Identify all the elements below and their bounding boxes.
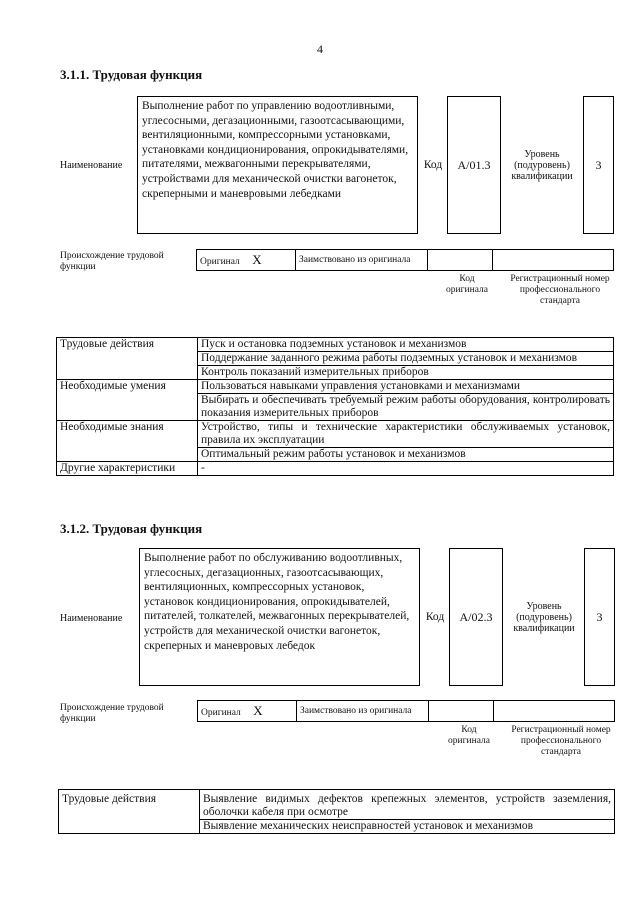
reg-number-cell [493, 250, 614, 271]
original-mark: X [252, 252, 262, 267]
reg-number-label: Регистрационный номер профессионального стандарта [511, 725, 611, 757]
row-label: Трудовые действия [57, 338, 198, 352]
qualification-level-value: 3 [583, 96, 614, 234]
section-title: 3.1.1. Трудовая функция [60, 67, 203, 82]
reg-number-cell [494, 701, 615, 722]
code-label: Код [425, 611, 445, 623]
origin-label: Происхождение трудовой функции [60, 703, 164, 724]
original-label: Оригинал [201, 708, 241, 718]
row-label: Необходимые знания [57, 421, 198, 448]
qualification-level-label: Уровень (подуровень) квалификации [513, 600, 575, 634]
row-item: - [198, 462, 614, 476]
row-item: Поддержание заданного режима работы подземных установок и механизмов [198, 352, 614, 366]
page-number: 4 [317, 42, 323, 56]
code-label: Код [423, 159, 443, 171]
qualification-level-value: 3 [584, 548, 615, 686]
borrowed-label: Заимствовано из оригинала [297, 701, 429, 722]
qualification-level-label: Уровень (подуровень) квалификации [511, 148, 573, 182]
row-item: Выявление механических неисправностей установок и механизмов [200, 820, 615, 834]
row-label: Другие характеристики [57, 462, 198, 476]
origin-label: Происхождение трудовой функции [60, 251, 164, 272]
function-details-table [58, 789, 615, 834]
function-name-box: Выполнение работ по управлению водоотливными, углесосными, дегазационными, газоотсасывающими, вентиляционными, компрессорными установками, установками кондиционирования, опрокидывателями, питателями, межвагонными перекрывателями, устройствами для механической очистки вагонеток, скреперными и маневровыми лебедками [137, 96, 418, 234]
row-item: Пуск и остановка подземных установок и механизмов [198, 338, 614, 352]
function-details-table [56, 337, 614, 476]
function-name-box: Выполнение работ по обслуживанию водоотливных, углесосных, дегазационных, газоотсасывающих, вентиляционных, компрессорных установок, установок кондиционирования, опрокидывателей, питателей, толкателей, межвагонных перекрывателей, устройств для механической очистки вагонеток, скреперных и маневровых лебедок [139, 548, 420, 686]
name-label: Наименование [60, 160, 123, 171]
code-original-cell [429, 701, 494, 722]
row-item: Выявление видимых дефектов крепежных элементов, устройств заземления, оболочки кабеля при осмотре [200, 790, 615, 820]
row-label: Трудовые действия [59, 790, 200, 820]
row-item: Контроль показаний измерительных приборов [198, 366, 614, 380]
original-label: Оригинал [200, 257, 240, 267]
row-item: Выбирать и обеспечивать требуемый режим работы оборудования, контролировать показания измерительных приборов [198, 394, 614, 421]
code-original-label: Код оригинала [446, 274, 488, 295]
row-item: Оптимальный режим работы установок и механизмов [198, 448, 614, 462]
code-value: A/02.3 [449, 548, 503, 686]
code-value: A/01.3 [447, 96, 501, 234]
section-title: 3.1.2. Трудовая функция [60, 521, 203, 536]
borrowed-label: Заимствовано из оригинала [296, 250, 428, 271]
reg-number-label: Регистрационный номер профессионального стандарта [510, 274, 610, 306]
original-mark: X [253, 703, 263, 718]
origin-table [197, 700, 615, 722]
code-original-label: Код оригинала [448, 725, 490, 746]
row-item: Устройство, типы и технические характеристики обслуживаемых установок, правила их эксплуатации [198, 421, 614, 448]
row-label: Необходимые умения [57, 380, 198, 394]
name-label: Наименование [60, 613, 123, 624]
code-original-cell [428, 250, 493, 271]
row-item: Пользоваться навыками управления установками и механизмами [198, 380, 614, 394]
origin-table [196, 249, 614, 271]
